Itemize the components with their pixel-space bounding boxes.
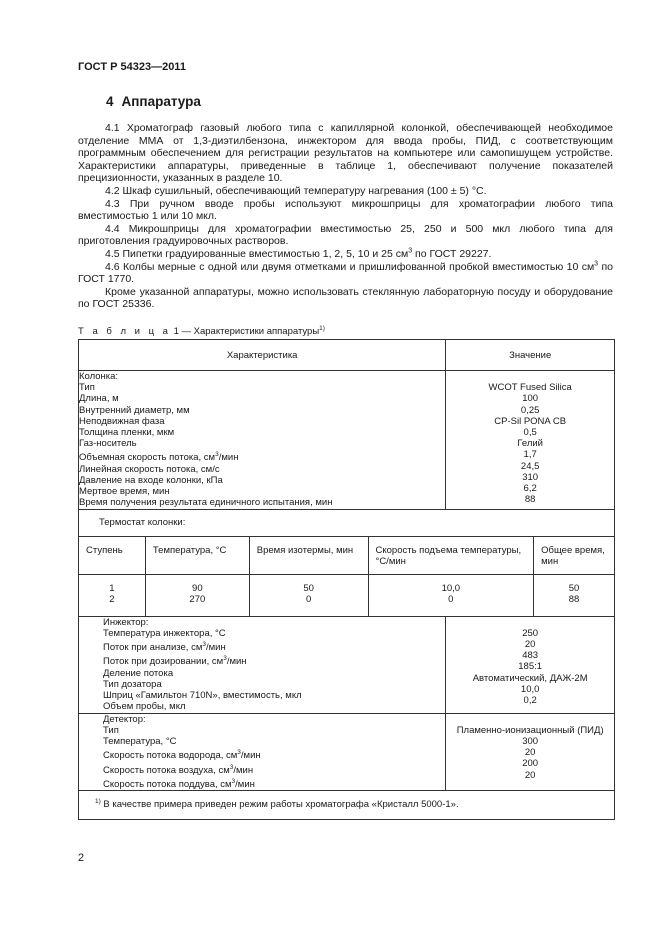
thermo-totals: 50 88 (534, 574, 615, 616)
column-values (446, 371, 615, 510)
param-label: Тип (79, 382, 95, 394)
param-label: Деление потока (103, 667, 174, 679)
paragraph-4-1: 4.1 Хроматограф газовый любого типа с капиллярной колонкой, обеспечивающей необходимое отделение ММА от 1,3-диэтилбензона, инжектором для ввода пробы, ПИД, с соответствующим программным обеспечением для регистрации результатов на компьютере или самопишущем устройстве. Характеристики аппаратуры, приведенные в таблице 1, обеспечивают получение показателей прецизионности, указанных в разделе 10. (78, 122, 613, 185)
param-label: Мертвое время, мин (79, 486, 170, 498)
param-label: Шприц «Гамильтон 710N», вместимость, мкл (103, 690, 302, 702)
param-value: 483 (522, 650, 539, 662)
thermostat-row (79, 509, 615, 536)
param-value: 20 (524, 769, 536, 781)
column-block (79, 371, 615, 510)
param-label: Время получения результата единичного испытания, мин (79, 497, 333, 509)
section-body (78, 122, 613, 311)
param-value: 10,0 (520, 683, 540, 695)
param-label: Поток при дозировании, $см^3$/мин (103, 655, 247, 668)
param-label: Тип (103, 724, 119, 736)
param-label: Длина, м (79, 393, 119, 405)
param-label: Скорость потока водорода, $см^3$/мин (103, 749, 261, 762)
param-label: Газ-носитель (79, 438, 137, 450)
param-label: Толщина пленки, мкм (79, 427, 175, 439)
thermo-steps: 1 2 (79, 574, 146, 616)
param-value: CP-Sil PONA CB (494, 415, 567, 427)
param-label: Скорость потока поддува, $см^3$/мин (103, 777, 255, 791)
header-value: Значение (446, 340, 615, 371)
paragraph-4-5: 4.5 Пипетки градуированные вместимостью 1, 2, 5, 10 и 25 $см^3$ по ГОСТ 29227. (105, 247, 492, 260)
param-value: 20 (524, 639, 536, 650)
detector-block (79, 713, 615, 791)
param-label: Объемная скорость потока, $см^3$/мин (79, 451, 239, 464)
header-characteristic: Характеристика (79, 340, 446, 371)
param-value: 24,5 (520, 460, 540, 472)
param-value: WCOT Fused Silica (488, 382, 572, 394)
thermo-data-row (79, 574, 615, 616)
paragraph-4-3: 4.3 При ручном вводе пробы используют микрошприцы для хроматографии любого типа вместимостью 1 или 10 мкл. (78, 197, 613, 223)
thermo-h-temp: Температура, °С (145, 536, 249, 574)
param-value: 100 (522, 393, 539, 405)
footnote-row (79, 791, 615, 820)
param-value: 200 (522, 758, 539, 770)
param-label: Тип дозатора (103, 678, 162, 690)
thermostat-label: Термостат колонки: (79, 509, 615, 536)
thermo-header-row (79, 536, 615, 574)
param-value: 185:1 (518, 661, 543, 673)
param-value: 250 (522, 627, 539, 639)
param-label: Скорость потока воздуха, $см^3$/мин (103, 763, 254, 776)
document-header: ГОСТ Р 54323—2011 (78, 61, 186, 73)
page-number: 2 (78, 852, 85, 864)
injector-keys: Инжектор: Температура инжектора, °С Поток при анализе, $см^3$/мин Поток при дозировании, $см^3$/мин Деление потока Тип дозатора Шприц «Гамильтон 710N», вместимость, мкл Объем пробы, мкл (79, 616, 446, 713)
section-number: 4 (106, 94, 114, 109)
param-value: 1,7 (523, 449, 537, 461)
param-label: Температура инжектора, °С (103, 627, 226, 639)
thermo-h-step: Ступень (79, 536, 146, 574)
param-label: Объем пробы, мкл (103, 701, 186, 713)
param-value: 88 (524, 494, 536, 506)
apparatus-table (78, 339, 615, 820)
thermo-iso: 50 0 (249, 574, 368, 616)
detector-keys: Детектор: Тип Температура, °С Скорость потока водорода, $см^3$/мин Скорость потока воздуха, $см^3$/мин Скорость потока поддува, $см^3$/мин (79, 713, 446, 791)
detector-values (446, 713, 615, 791)
table-header-row (79, 340, 615, 371)
paragraph-4-4: 4.4 Микрошприцы для хроматографии вместимостью 25, 250 и 500 мкл любого типа для приготовления градуировочных растворов. (78, 222, 613, 248)
param-label: Внутренний диаметр, мм (79, 404, 190, 416)
table-footnote: $^{1)}$ В качестве примера приведен режим работы хроматографа «Кристалл 5000-1». (79, 791, 615, 820)
paragraph-4-6: 4.6 Колбы мерные с одной или двумя отметками и пришлифованной пробкой вместимостью 10 $см^3$ по ГОСТ 1770. (78, 260, 613, 286)
param-value: 0,2 (523, 695, 537, 707)
column-keys: Колонка: Тип Длина, м Внутренний диаметр, мм Неподвижная фаза Толщина пленки, мкм Газ-носитель Объемная скорость потока, $см^3$/мин Линейная скорость потока, см/с Давление на входе колонки, кПа Мертвое время, мин Время получения результата единичного испытания, мин (79, 371, 446, 510)
param-value: 0,25 (520, 404, 540, 416)
param-label: Линейная скорость потока, см/с (79, 463, 220, 475)
param-value: Автоматический, ДАЖ-2М (472, 672, 588, 684)
section-heading (106, 94, 201, 109)
param-value: 310 (522, 471, 539, 483)
paragraph-extra: Кроме указанной аппаратуры, можно использовать стеклянную лабораторную посуду и оборудование по ГОСТ 25336. (78, 285, 613, 311)
paragraph-4-2: 4.2 Шкаф сушильный, обеспечивающий температуру нагревания (100 ± 5) °С. (105, 184, 487, 197)
thermo-rates: 10,0 0 (368, 574, 534, 616)
param-value: Гелий (517, 438, 543, 450)
thermo-h-total: Общее время, мин (534, 536, 615, 574)
thermo-temps: 90 270 (145, 574, 249, 616)
injector-block (79, 616, 615, 713)
param-value: Пламенно-ионизационный (ПИД) (456, 724, 604, 736)
thermo-h-rate: Скорость подъема температуры, °С/мин (368, 536, 534, 574)
param-label: Неподвижная фаза (79, 415, 165, 427)
param-label: Давление на входе колонки, кПа (79, 474, 223, 486)
thermo-h-iso: Время изотермы, мин (249, 536, 368, 574)
param-value: 20 (524, 747, 536, 759)
param-value: 0,5 (523, 427, 537, 439)
section-title: Аппаратура (121, 94, 201, 109)
param-value: 300 (522, 735, 539, 747)
param-label: Поток при анализе, $см^3$/мин (103, 641, 226, 654)
table-caption: Т а б л и ц а 1 — Характеристики аппаратуры$^{1)}$ (78, 325, 325, 338)
injector-values (446, 616, 615, 713)
param-value: 6,2 (523, 483, 537, 495)
param-label: Температура, °С (103, 735, 177, 747)
